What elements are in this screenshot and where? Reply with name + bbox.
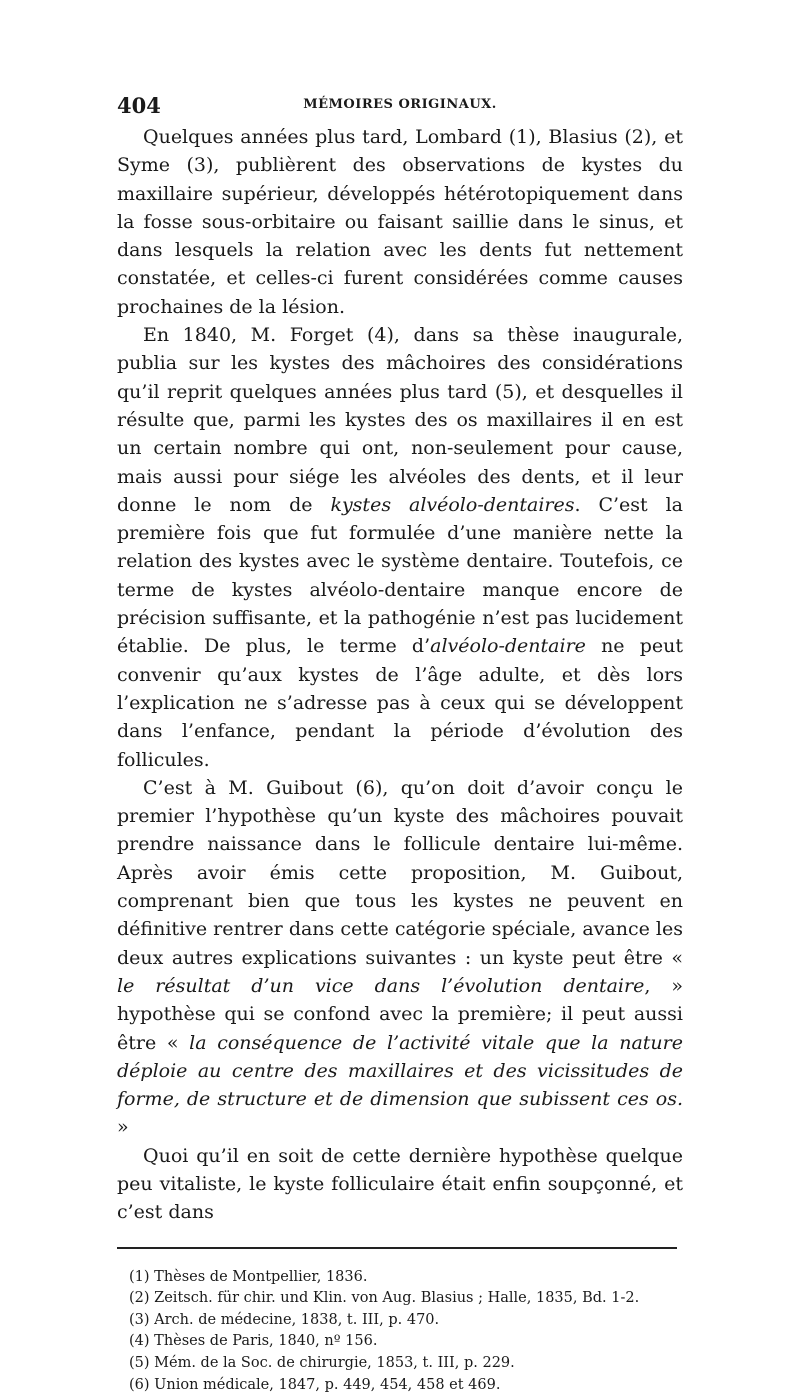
running-head: MÉMOIRES ORIGINAUX. — [303, 97, 497, 112]
paragraph — [117, 123, 683, 321]
page-number: 404 — [117, 93, 161, 118]
document-page — [117, 93, 683, 1396]
text-segment: ne peut convenir qu’aux kystes de l’âge adulte, et dès lors l’explication ne s’adresse pas à ceux qui se développent dans l’enfance, pendant la période d’évolution des follicules. — [117, 635, 683, 771]
footnote-divider — [117, 1247, 677, 1249]
footnote: (2) Zeitsch. für chir. und Klin. von Aug. Blasius ; Halle, 1835, Bd. 1-2. — [129, 1290, 640, 1307]
footnote: (4) Thèses de Paris, 1840, nº 156. — [129, 1333, 378, 1350]
paragraph — [117, 1142, 683, 1227]
text-segment: » — [117, 1116, 129, 1139]
footnote: (5) Mém. de la Soc. de chirurgie, 1853, t. III, p. 229. — [129, 1354, 515, 1371]
text-segment: C’est à M. Guibout (6), qu’on doit d’avoir conçu le premier l’hypothèse qu’un kyste des mâchoires pouvait prendre naissance dans le follicule dentaire lui-même. Après avoir émis cette proposition, M. Guibout, comprenant bien que tous les kystes ne peuvent en définitive rentrer dans cette catégorie spéciale, avance les deux autres explications suivantes : un kyste peut être « — [117, 776, 683, 969]
text-segment: Quelques années plus tard, Lombard (1), Blasius (2), et Syme (3), publièrent des observations de kystes du maxillaire supérieur, développés hétérotopiquement dans la fosse sous-orbitaire ou faisant saillie dans le sinus, et dans lesquels la relation avec les dents fut nettement constatée, et celles-ci furent considérées comme causes prochaines de la lésion. — [117, 126, 683, 318]
text-segment: En 1840, M. Forget (4), dans sa thèse inaugurale, publia sur les kystes des mâchoires des considérations qu’il reprit quelques années plus tard (5), et desquelles il résulte que, parmi les kystes des os maxillaires il en est un certain nombre qui ont, non-seulement pour cause, mais aussi pour siége les alvéoles des dents, et il leur donne le nom de — [117, 324, 683, 516]
text-segment: . C’est la première fois que fut formulée d’une manière nette la relation des kystes avec le système dentaire. Toutefois, ce terme de kystes alvéolo-dentaire manque encore de précision suffisante, et la pathogénie n’est pas lucidement établie. De plus, le terme d’ — [117, 493, 684, 658]
page-header — [117, 93, 683, 123]
footnote: (1) Thèses de Montpellier, 1836. — [129, 1268, 368, 1285]
text-segment: , » hypothèse qui se confond avec la première; il peut aussi être « — [117, 974, 683, 1054]
text-segment: Quoi qu’il en soit de cette dernière hypothèse quelque peu vitaliste, le kyste folliculaire était enfin soupçonné, et c’est dans — [117, 1144, 683, 1224]
italic-quote: le résultat d’un vice dans l’évolution dentaire — [117, 974, 645, 997]
paragraph — [117, 774, 683, 1142]
body-text — [117, 123, 683, 1227]
italic-quote: la conséquence de l’activité vitale que la nature déploie au centre des maxillaires et des vicissitudes de forme, de structure et de dimension que subissent ces os. — [117, 1031, 683, 1111]
footnote: (6) Union médicale, 1847, p. 449, 454, 458 et 469. — [129, 1376, 501, 1393]
footnotes — [117, 1267, 683, 1396]
footnote: (3) Arch. de médecine, 1838, t. III, p. 470. — [129, 1311, 440, 1328]
paragraph — [117, 321, 683, 774]
italic-term: kystes alvéolo-dentaires — [330, 493, 575, 516]
italic-term: alvéolo-dentaire — [430, 635, 586, 658]
